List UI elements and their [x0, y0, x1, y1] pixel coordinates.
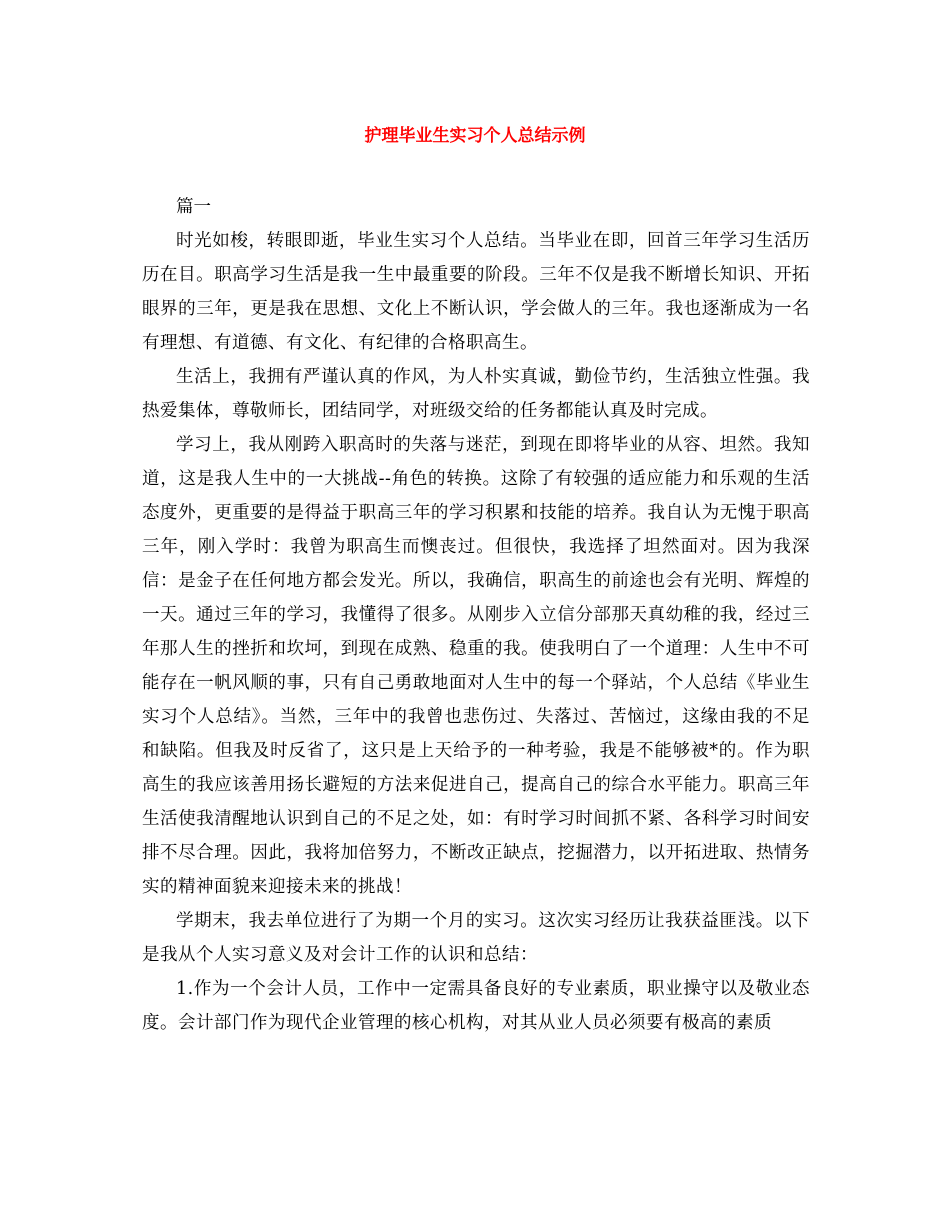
- paragraph-life: 生活上，我拥有严谨认真的作风，为人朴实真诚，勤俭节约，生活独立性强。我热爱集体，尊敬师长，团结同学，对班级交给的任务都能认真及时完成。: [142, 367, 810, 421]
- document-title: 护理毕业生实习个人总结示例: [364, 126, 586, 146]
- section-heading: 篇一: [176, 197, 211, 217]
- document-body: [142, 190, 810, 1040]
- paragraph-point-1: 1.作为一个会计人员，工作中一定需具备良好的专业素质，职业操守以及敬业态度。会计部门作为现代企业管理的核心机构，对其从业人员必须要有极高的素质: [142, 979, 810, 1033]
- paragraph-internship: 学期末，我去单位进行了为期一个月的实习。这次实习经历让我获益匪浅。以下是我从个人实习意义及对会计工作的认识和总结：: [142, 911, 810, 965]
- paragraph-intro: 时光如梭，转眼即逝，毕业生实习个人总结。当毕业在即，回首三年学习生活历历在目。职高学习生活是我一生中最重要的阶段。三年不仅是我不断增长知识、开拓眼界的三年，更是我在思想、文化上不断认识，学会做人的三年。我也逐渐成为一名有理想、有道德、有文化、有纪律的合格职高生。: [142, 231, 810, 353]
- paragraph-study: 学习上，我从刚跨入职高时的失落与迷茫，到现在即将毕业的从容、坦然。我知道，这是我人生中的一大挑战--角色的转换。这除了有较强的适应能力和乐观的生活态度外，更重要的是得益于职高三年的学习积累和技能的培养。我自认为无愧于职高三年，刚入学时：我曾为职高生而懊丧过。但很快，我选择了坦然面对。因为我深信：是金子在任何地方都会发光。所以，我确信，职高生的前途也会有光明、辉煌的一天。通过三年的学习，我懂得了很多。从刚步入立信分部那天真幼稚的我，经过三年那人生的挫折和坎坷，到现在成熟、稳重的我。使我明白了一个道理：人生中不可能存在一帆风顺的事，只有自己勇敢地面对人生中的每一个驿站，个人总结《毕业生实习个人总结》。当然，三年中的我曾也悲伤过、失落过、苦恼过，这缘由我的不足和缺陷。但我及时反省了，这只是上天给予的一种考验，我是不能够被*的。作为职高生的我应该善用扬长避短的方法来促进自己，提高自己的综合水平能力。职高三年生活使我清醒地认识到自己的不足之处，如：有时学习时间抓不紧、各科学习时间安排不尽合理。因此，我将加倍努力，不断改正缺点，挖掘潜力，以开拓进取、热情务实的精神面貌来迎接未来的挑战！: [142, 435, 810, 897]
